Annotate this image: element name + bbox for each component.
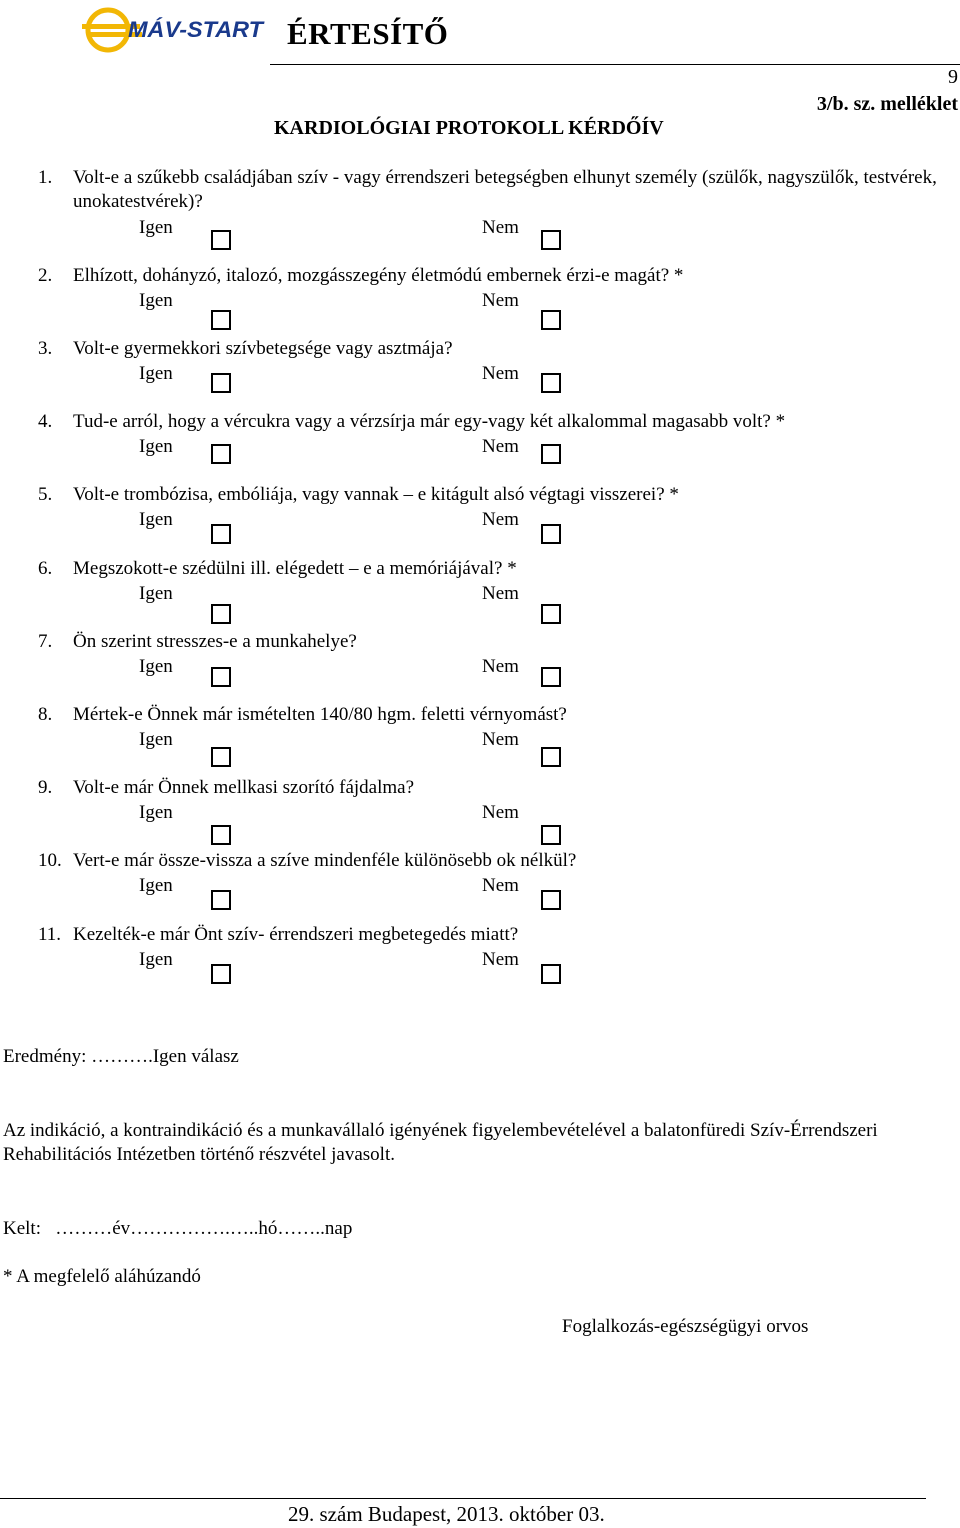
no-label: Nem (482, 363, 519, 384)
annex-label: 3/b. sz. melléklet (816, 93, 958, 115)
yes-checkbox[interactable] (211, 230, 231, 250)
yes-checkbox[interactable] (211, 604, 231, 624)
yes-checkbox[interactable] (211, 373, 231, 393)
question-number: 8. (38, 704, 53, 725)
recommendation-text: Az indikáció, a kontraindikáció és a munkavállaló igényének figyelembevételével a balatonfüredi Szív-Érrendszeri Rehabilitációs Intézetben történő részvétel javasolt. (3, 1120, 878, 1165)
no-label: Nem (482, 583, 519, 604)
logo-text: MÁV-START (128, 17, 265, 42)
no-label: Nem (482, 436, 519, 457)
no-checkbox[interactable] (541, 890, 561, 910)
header-rule (270, 64, 960, 65)
result-line: Eredmény: ……….Igen válasz (3, 1046, 239, 1067)
bulletin-title: ÉRTESÍTŐ (287, 16, 449, 51)
yes-label: Igen (139, 583, 173, 604)
question-text: Megszokott-e szédülni ill. elégedett – e a memóriájával? * (73, 558, 517, 579)
yes-label: Igen (139, 875, 173, 896)
yes-checkbox[interactable] (211, 747, 231, 767)
answer-row-9 (0, 801, 960, 831)
question-text: Ön szerint stresszes-e a munkahelye? (73, 631, 357, 652)
yes-label: Igen (139, 290, 173, 311)
no-label: Nem (482, 949, 519, 970)
answer-row-11 (0, 948, 960, 978)
question-number: 9. (38, 777, 53, 798)
page-number: 9 (948, 66, 958, 88)
yes-checkbox[interactable] (211, 964, 231, 984)
no-checkbox[interactable] (541, 825, 561, 845)
logo-ring-icon (88, 10, 128, 50)
question-text: Kezelték-e már Önt szív- érrendszeri megbetegedés miatt? (73, 924, 519, 945)
footer-text: 29. szám Budapest, 2013. október 03. (288, 1502, 605, 1526)
no-label: Nem (482, 729, 519, 750)
question-number: 6. (38, 558, 53, 579)
no-label: Nem (482, 875, 519, 896)
no-checkbox[interactable] (541, 667, 561, 687)
no-label: Nem (482, 656, 519, 677)
question-text: Volt-e trombózisa, embóliája, vagy vannak – e kitágult alsó végtagi visszerei? * (73, 484, 679, 505)
signature-label: Foglalkozás-egészségügyi orvos (562, 1316, 809, 1337)
yes-label: Igen (139, 363, 173, 384)
no-checkbox[interactable] (541, 310, 561, 330)
date-line: Kelt: ………év…………….…..hó……..nap (3, 1218, 353, 1239)
question-number: 10. (38, 850, 62, 871)
no-checkbox[interactable] (541, 444, 561, 464)
yes-label: Igen (139, 729, 173, 750)
question-text: Volt-e már Önnek mellkasi szorító fájdalma? (73, 777, 415, 798)
no-checkbox[interactable] (541, 747, 561, 767)
no-checkbox[interactable] (541, 604, 561, 624)
question-text: Mértek-e Önnek már ismételten 140/80 hgm. feletti vérnyomást? (73, 704, 567, 725)
yes-label: Igen (139, 217, 173, 238)
answer-row-5 (0, 508, 960, 538)
no-checkbox[interactable] (541, 373, 561, 393)
no-label: Nem (482, 217, 519, 238)
no-checkbox[interactable] (541, 964, 561, 984)
yes-label: Igen (139, 509, 173, 530)
yes-checkbox[interactable] (211, 310, 231, 330)
yes-checkbox[interactable] (211, 444, 231, 464)
yes-checkbox[interactable] (211, 890, 231, 910)
yes-checkbox[interactable] (211, 524, 231, 544)
no-checkbox[interactable] (541, 524, 561, 544)
no-checkbox[interactable] (541, 230, 561, 250)
question-text: Volt-e gyermekkori szívbetegsége vagy asztmája? (73, 338, 453, 359)
no-label: Nem (482, 802, 519, 823)
question-text: Volt-e a szűkebb családjában szív - vagy érrendszeri betegségben elhunyt személy (szülők, nagyszülők, testvérek, unokatestvérek)? (73, 167, 937, 212)
no-label: Nem (482, 290, 519, 311)
yes-label: Igen (139, 436, 173, 457)
question-text: Vert-e már össze-vissza a szíve mindenféle különösebb ok nélkül? (73, 850, 577, 871)
question-number: 2. (38, 265, 53, 286)
footnote: * A megfelelő aláhúzandó (3, 1266, 201, 1287)
yes-label: Igen (139, 656, 173, 677)
answer-row-6 (0, 582, 960, 612)
footer-rule (0, 1498, 926, 1499)
no-label: Nem (482, 509, 519, 530)
form-title: KARDIOLÓGIAI PROTOKOLL KÉRDŐÍV (274, 117, 664, 139)
question-number: 4. (38, 411, 53, 432)
question-number: 11. (38, 924, 62, 945)
question-text: Elhízott, dohányzó, italozó, mozgásszegény életmódú embernek érzi-e magát? * (73, 265, 684, 286)
answer-row-10 (0, 874, 960, 904)
mav-start-logo (82, 4, 267, 56)
answer-row-3 (0, 362, 960, 392)
answer-row-2 (0, 289, 960, 319)
question-number: 3. (38, 338, 53, 359)
yes-checkbox[interactable] (211, 667, 231, 687)
yes-checkbox[interactable] (211, 825, 231, 845)
question-text: Tud-e arról, hogy a vércukra vagy a vérzsírja már egy-vagy két alkalommal magasabb volt? * (73, 411, 786, 432)
answer-row-7 (0, 655, 960, 685)
answer-row-1 (0, 216, 960, 246)
question-number: 7. (38, 631, 53, 652)
answer-row-4 (0, 435, 960, 465)
question-number: 1. (38, 167, 53, 188)
yes-label: Igen (139, 949, 173, 970)
answer-row-8 (0, 728, 960, 758)
question-number: 5. (38, 484, 53, 505)
yes-label: Igen (139, 802, 173, 823)
